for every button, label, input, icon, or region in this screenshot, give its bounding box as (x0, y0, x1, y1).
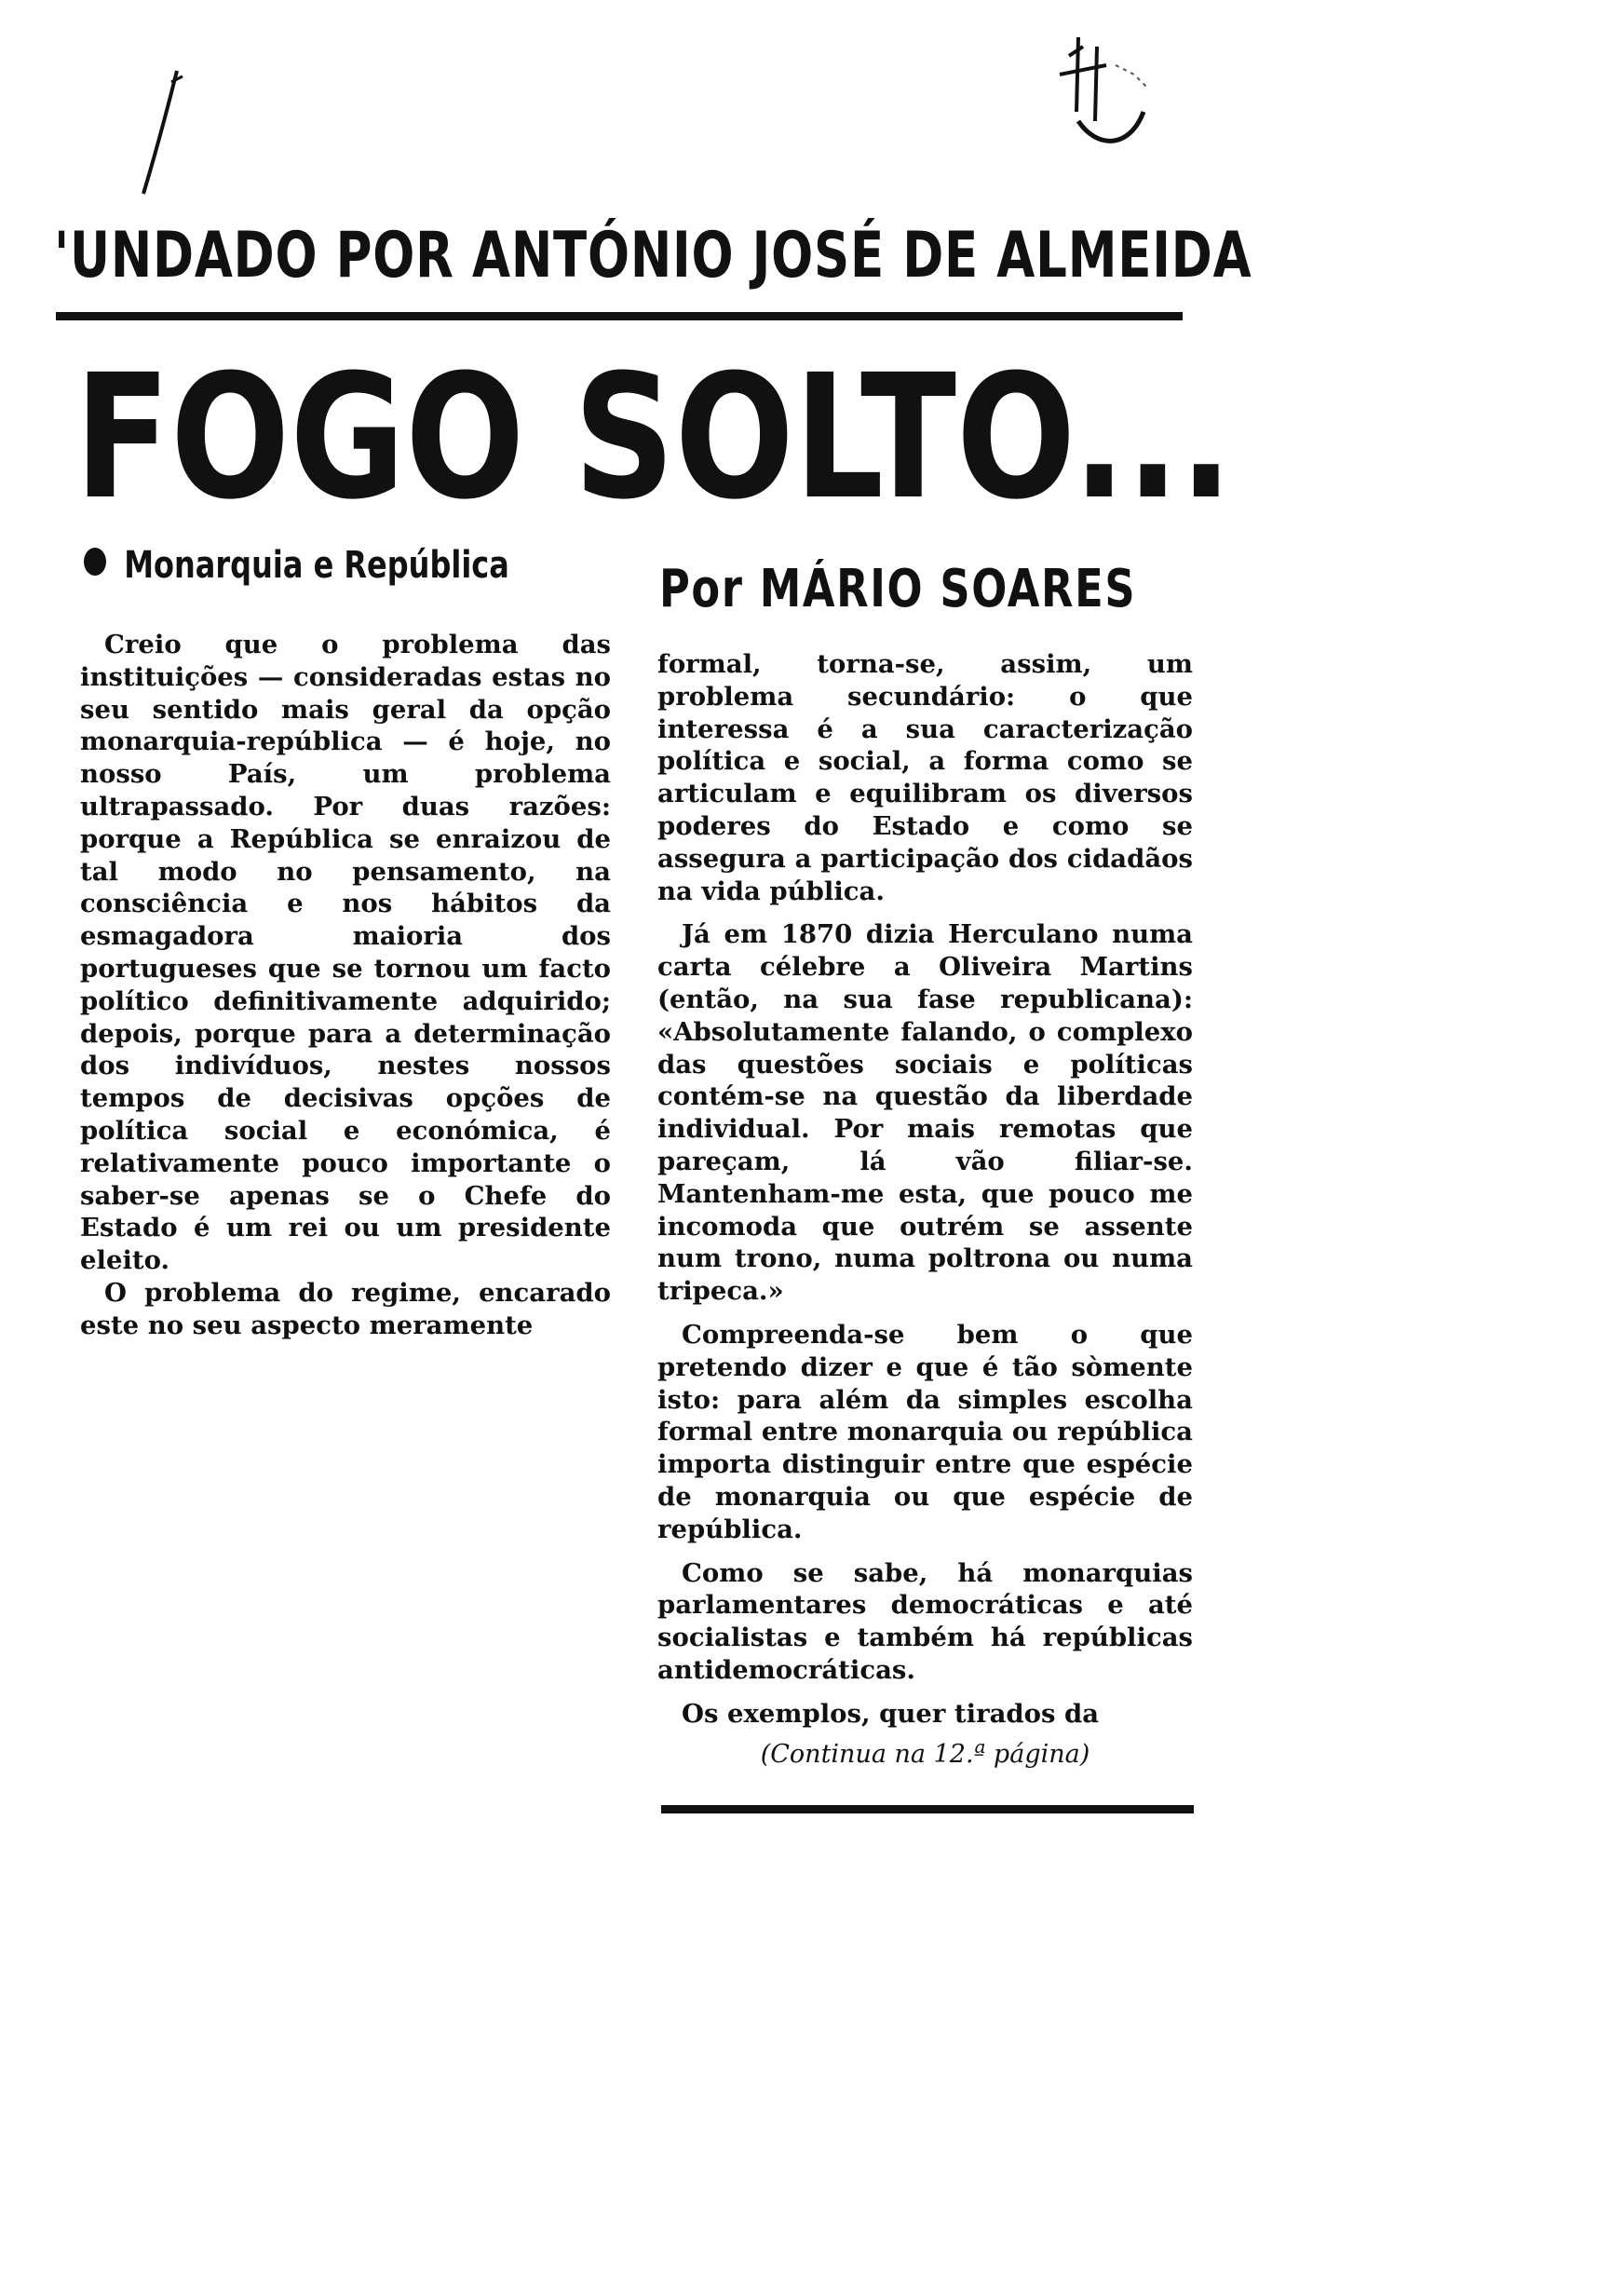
handwritten-slash-mark (123, 63, 197, 203)
headline: FOGO SOLTO... (74, 338, 1233, 537)
byline: Por MÁRIO SOARES (659, 559, 1137, 619)
paragraph: Já em 1870 dizia Herculano numa carta célebre a Oliveira Martins (então, na sua fase republicana): «Absolutamente falando, o complexo das questões sociais e políticas contém-se na questão da liberdade individual. Por mais remotas que pareçam, lá vão filiar-se. Mantenham-me esta, que pouco me incomoda que outrém se assente num trono, numa poltrona ou numa tripeca.» (657, 919, 1193, 1307)
section-heading (84, 544, 509, 600)
article-column-1 (80, 629, 611, 1342)
paragraph: O problema do regime, encarado este no seu aspecto meramente (80, 1277, 611, 1340)
handwritten-annotation-mark (1041, 19, 1190, 168)
masthead-rule (56, 312, 1183, 320)
section-heading-text: Monarquia e República (124, 544, 509, 587)
bottom-rule (661, 1805, 1194, 1813)
paragraph: Compreenda-se bem o que pretendo dizer e que é tão sòmente isto: para além da simples escolha formal entre monarquia ou república importa distinguir entre que espécie de monarquia ou que espécie de república. (657, 1319, 1193, 1544)
continued-note: (Continua na 12.ª página) (760, 1740, 1090, 1769)
paragraph: Os exemplos, quer tirados da (682, 1698, 1100, 1729)
paragraph: Como se sabe, há monarquias parlamentares democráticas e até socialistas e também há repúblicas antidemocráticas. (657, 1557, 1193, 1685)
masthead: 'UNDADO POR ANTÓNIO JOSÉ DE ALMEIDA (54, 219, 1252, 292)
article-column-2 (657, 648, 1193, 1742)
paragraph: formal, torna-se, assim, um problema secundário: o que interessa é a sua caracterização política e social, a forma como se articulam e equilibram os diversos poderes do Estado e como se assegura a participação dos cidadãos na vida pública. (657, 649, 1193, 906)
bullet-icon (84, 548, 106, 576)
paragraph: Creio que o problema das instituições — consideradas estas no seu sentido mais geral da opção monarquia-república — é hoje, no nosso País, um problema ultrapassado. Por duas razões: porque a República se enraizou de tal modo no pensamento, na consciência e nos hábitos da esmagadora maioria dos portugueses que se tornou um facto político definitivamente adquirido; depois, porque para a determinação dos indivíduos, nestes nossos tempos de decisivas opções de política social e económica, é relativamente pouco importante o saber-se apenas se o Chefe do Estado é um rei ou um presidente eleito. (80, 630, 611, 1276)
